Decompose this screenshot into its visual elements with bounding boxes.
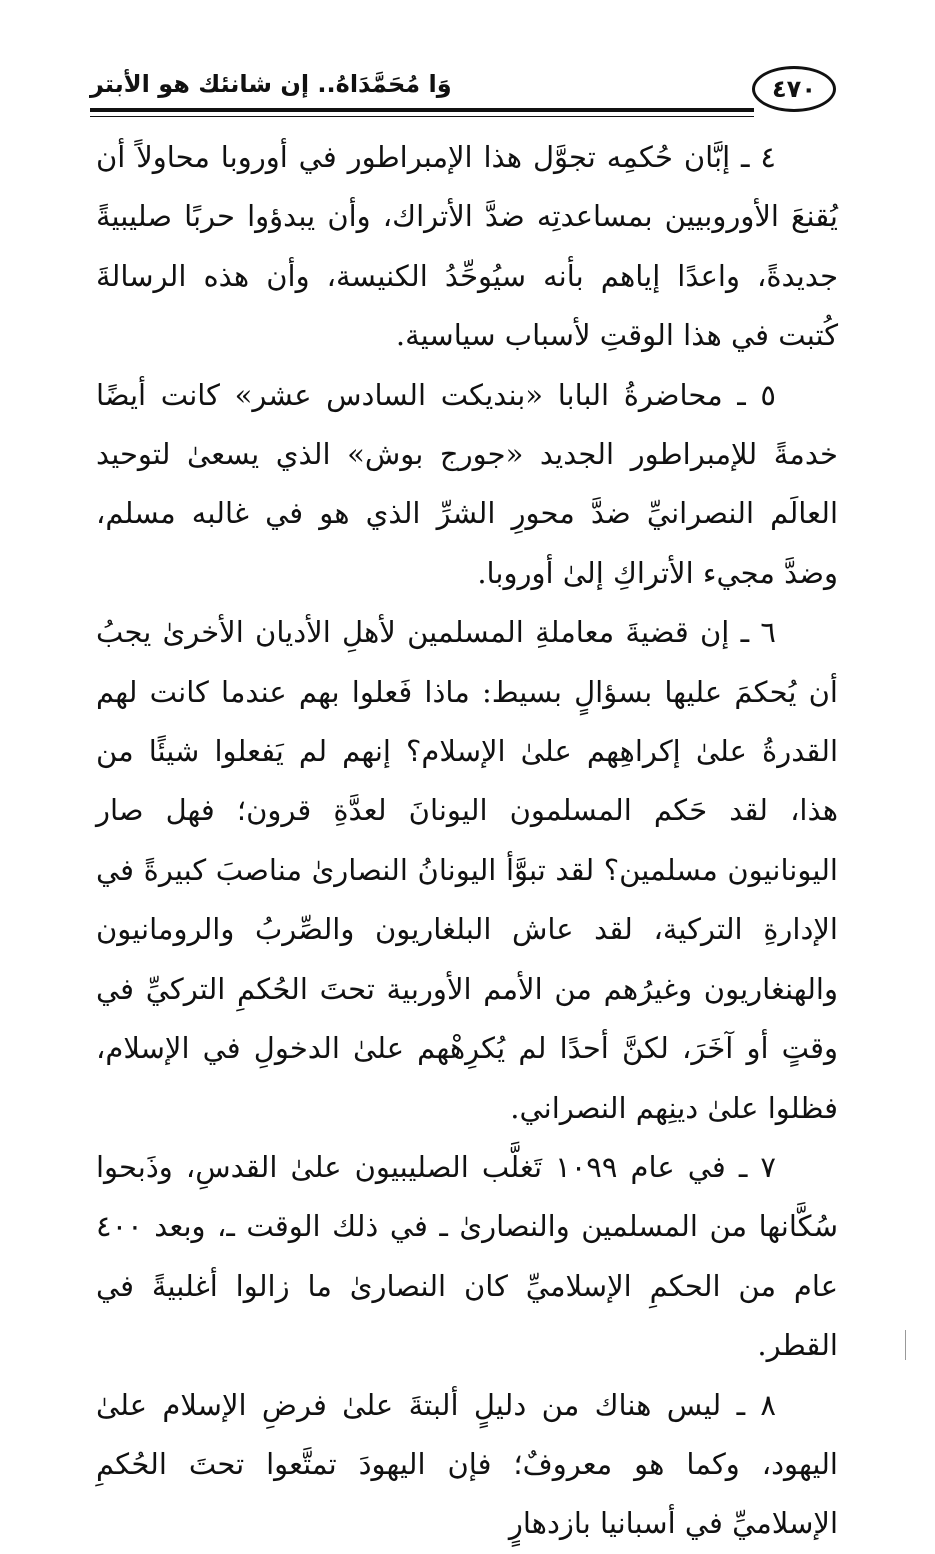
paragraph-4: ٤ ـ إبَّان حُكمِه تجوَّل هذا الإمبراطور في أوروبا محاولاً أن يُقنعَ الأوروبيين بمساعدتِه ضدَّ الأتراك، وأن يبدؤوا حربًا صليبيةً جديدةً، واعدًا إياهم بأنه سيُوحِّدُ الكنيسة، وأن هذه الرسالةَ كُتبت في هذا الوقتِ لأسباب سياسية. (96, 140, 838, 353)
running-title: وَا مُحَمَّدَاهُ.. إن شانئك هو الأبتر (90, 70, 452, 98)
page-number (752, 66, 836, 112)
paragraph-8: ٨ ـ ليس هناك من دليلٍ ألبتةَ علىٰ فرضِ الإسلام علىٰ اليهود، وكما هو معروفٌ؛ فإن اليهودَ تمتَّعوا تحتَ الحُكمِ الإسلاميِّ في أسبانيا بازدهارٍ (96, 1387, 838, 1541)
paragraph-6: ٦ ـ إن قضيةَ معاملةِ المسلمين لأهلِ الأديان الأخرىٰ يجبُ أن يُحكمَ عليها بسؤالٍ بسيط: ماذا فَعلوا بهم عندما كانت لهم القدرةُ علىٰ إكراهِهم علىٰ الإسلام؟ إنهم لم يَفعلوا شيئًا من هذا، لقد حَكم المسلمون اليونانَ لعدَّةِ قرون؛ فهل صار اليونانيون مسلمين؟ لقد تبوَّأ اليونانُ النصارىٰ مناصبَ كبيرةً في الإدارةِ التركية، لقد عاش البلغاريون والصِّربُ والرومانيون والهنغاريون وغيرُهم من الأمم الأوربية تحتَ الحُكمِ التركيِّ في وقتٍ أو آخَرَ، لكنَّ أحدًا لم يُكرِهْهم علىٰ الدخولِ في الإسلام، فظلوا علىٰ دينِهم النصراني. (96, 615, 838, 1125)
paragraph-5: ٥ ـ محاضرةُ البابا «بنديكت السادس عشر» كانت أيضًا خدمةً للإمبراطور الجديد «جورج بوش» الذي يسعىٰ لتوحيد العالَم النصرانيِّ ضدَّ محورِ الشرِّ الذي هو في غالبه مسلم، وضدَّ مجيء الأتراكِ إلىٰ أوروبا. (96, 377, 838, 590)
header-rule (90, 108, 754, 112)
header-rule-thin (90, 116, 754, 117)
page-header (90, 62, 842, 122)
body-text (96, 128, 838, 1554)
scan-edge-mark (905, 1330, 906, 1360)
paragraph-7: ٧ ـ في عام ١٠٩٩ تَغلَّب الصليبيون علىٰ القدسِ، وذَبحوا سُكَّانها من المسلمين والنصارىٰ ـ في ذلك الوقت ـ، وبعد ٤٠٠ عام من الحكمِ الإسلاميِّ كان النصارىٰ ما زالوا أغلبيةً في القطر. (96, 1149, 838, 1363)
page-number-text: ٤٧٠ (772, 75, 816, 103)
